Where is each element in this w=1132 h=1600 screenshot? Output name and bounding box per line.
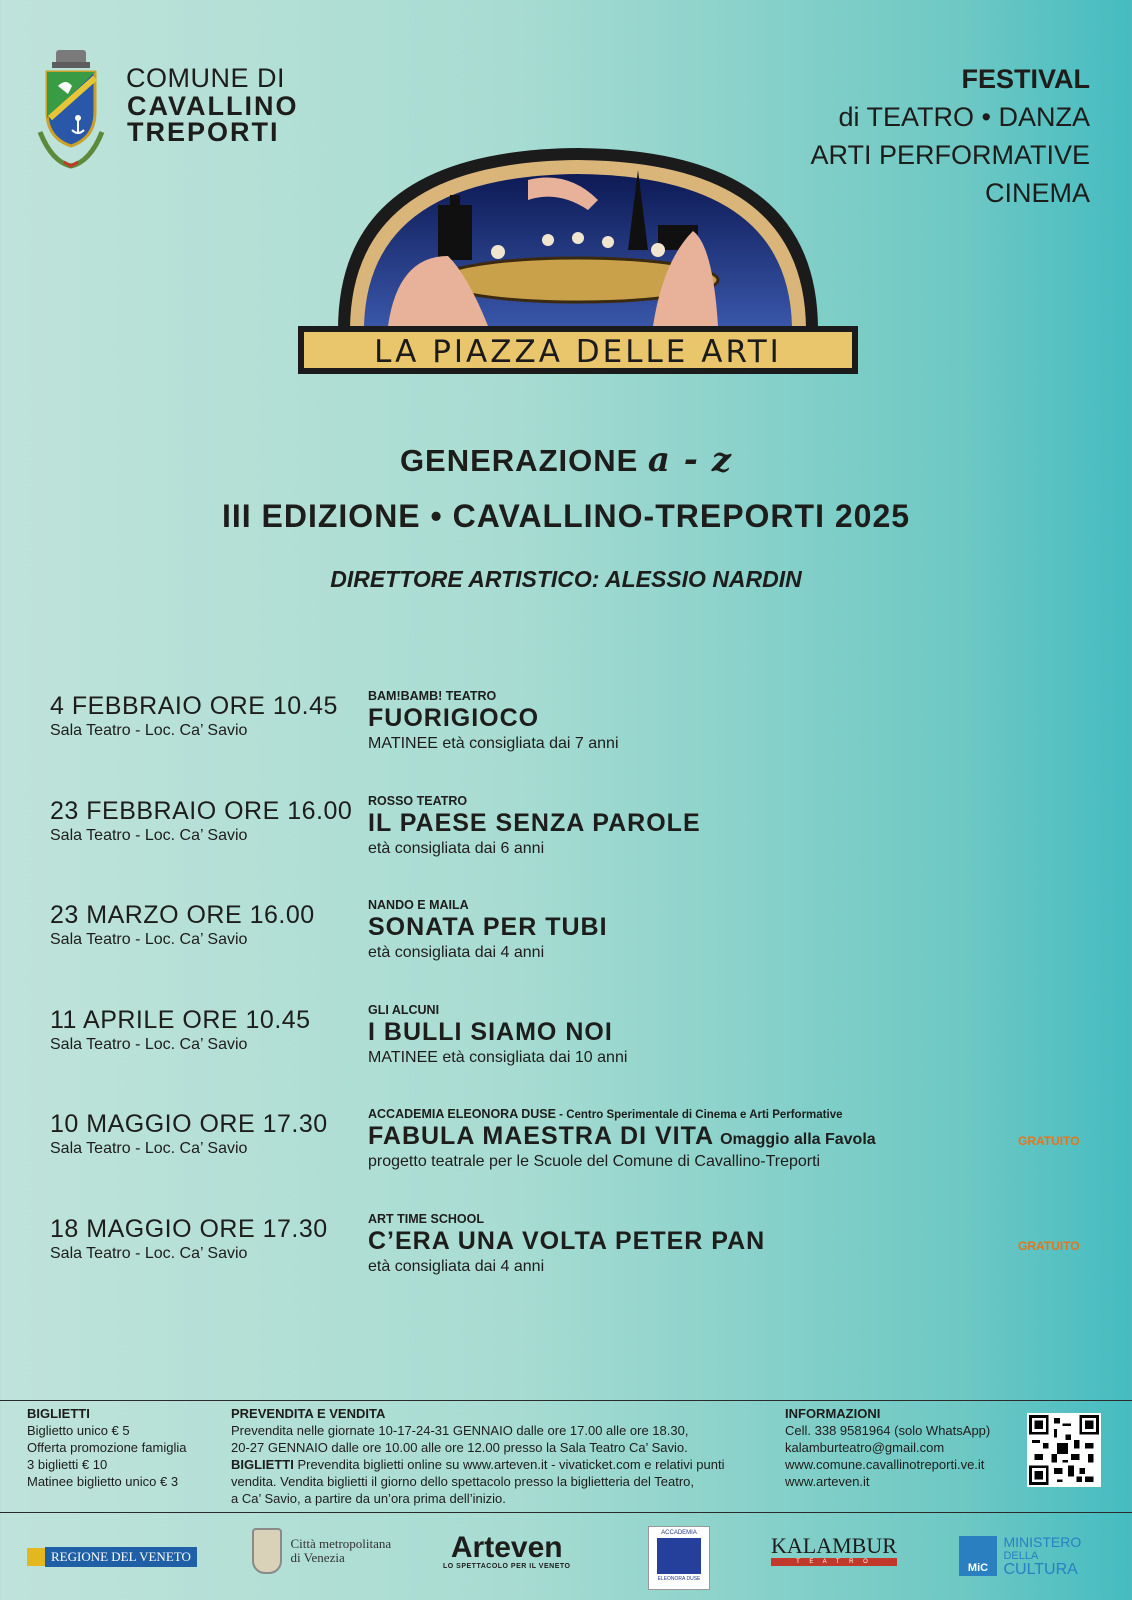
info-email[interactable]: kalamburteatro@gmail.com bbox=[785, 1440, 945, 1455]
ministero-line2: DELLA bbox=[1003, 1550, 1039, 1562]
event-date: 23 MARZO ORE 16.00 bbox=[50, 901, 315, 929]
info-website[interactable]: www.comune.cavallinotreporti.ve.it bbox=[785, 1457, 985, 1472]
festival-line: FESTIVAL bbox=[961, 64, 1090, 94]
event-note: MATINEE età consigliata dai 7 anni bbox=[368, 735, 619, 752]
event-venue: Sala Teatro - Loc. Ca’ Savio bbox=[50, 722, 248, 739]
logo-text: LA PIAZZA DELLE ARTI bbox=[374, 334, 782, 370]
citta-crest-icon bbox=[252, 1528, 282, 1574]
event-date: 18 MAGGIO ORE 17.30 bbox=[50, 1215, 328, 1243]
event-row bbox=[0, 996, 1132, 1086]
info-website-arteven[interactable]: www.arteven.it bbox=[785, 1474, 870, 1489]
event-company bbox=[368, 794, 467, 808]
event-title bbox=[368, 704, 545, 733]
event-row bbox=[0, 787, 1132, 877]
info-phone: Cell. 338 9581964 (solo WhatsApp) bbox=[785, 1423, 991, 1438]
event-venue: Sala Teatro - Loc. Ca’ Savio bbox=[50, 827, 248, 844]
sponsor-arteven bbox=[443, 1533, 570, 1570]
tickets-line: Biglietto unico € 5 bbox=[27, 1423, 130, 1438]
tickets-line: Matinee biglietto unico € 3 bbox=[27, 1474, 179, 1489]
event-row bbox=[0, 1100, 1132, 1190]
comune-name-line3: TREPORTI bbox=[127, 117, 280, 147]
event-title bbox=[368, 1018, 619, 1047]
accademia-emblem-icon bbox=[657, 1538, 701, 1574]
presale-online-line bbox=[231, 1456, 751, 1473]
mic-logo-icon: MiC bbox=[959, 1536, 997, 1576]
event-venue: Sala Teatro - Loc. Ca’ Savio bbox=[50, 1245, 248, 1262]
event-row bbox=[0, 891, 1132, 981]
sponsor-citta-metropolitana bbox=[252, 1528, 391, 1574]
qr-code-icon[interactable] bbox=[1027, 1413, 1101, 1487]
festival-line: ARTI PERFORMATIVE bbox=[810, 140, 1090, 170]
event-note: progetto teatrale per le Scuole del Comune di Cavallino-Treporti bbox=[368, 1153, 821, 1170]
event-company bbox=[368, 1107, 843, 1121]
event-row bbox=[0, 1205, 1132, 1295]
presale-line: 20-27 GENNAIO dalle ore 10.00 alle ore 12.00 presso la Sala Teatro Ca’ Savio. bbox=[231, 1440, 688, 1455]
presale-line: Prevendita nelle giornate 10-17-24-31 GENNAIO dalle ore 17.00 alle ore 18.30, bbox=[231, 1423, 689, 1438]
event-title bbox=[368, 913, 614, 942]
event-row bbox=[0, 682, 1132, 772]
title-extra: Omaggio alla Favola bbox=[720, 1131, 876, 1148]
event-date: 23 FEBBRAIO ORE 16.00 bbox=[50, 797, 353, 825]
presale-title: PREVENDITA E VENDITA bbox=[231, 1406, 386, 1421]
sponsor-accademia-duse bbox=[648, 1526, 710, 1590]
event-company bbox=[368, 1212, 484, 1226]
free-badge: GRATUITO bbox=[1018, 1134, 1080, 1148]
title-text: FUORIGIOCO bbox=[368, 704, 540, 732]
title-text: IL PAESE SENZA PAROLE bbox=[368, 809, 701, 837]
event-note: MATINEE età consigliata dai 10 anni bbox=[368, 1049, 628, 1066]
title-text: I BULLI SIAMO NOI bbox=[368, 1018, 613, 1046]
sponsor-kalambur bbox=[771, 1534, 897, 1566]
tickets-title: BIGLIETTI bbox=[27, 1406, 90, 1421]
company-name: ROSSO TEATRO bbox=[368, 794, 468, 808]
ministero-line3: CULTURA bbox=[1003, 1561, 1078, 1578]
presale-line: vendita. Vendita biglietti il giorno dello spettacolo presso la biglietteria del Teatro, bbox=[231, 1474, 694, 1489]
comune-name-line2: CAVALLINO bbox=[127, 91, 299, 121]
event-date: 4 FEBBRAIO ORE 10.45 bbox=[50, 692, 338, 720]
edition-title: III EDIZIONE • CAVALLINO-TREPORTI 2025 bbox=[221, 498, 911, 534]
event-title bbox=[368, 809, 707, 838]
regione-label: REGIONE DEL VENETO bbox=[45, 1547, 197, 1567]
title-text: C’ERA UNA VOLTA PETER PAN bbox=[368, 1227, 766, 1255]
tickets-line: 3 biglietti € 10 bbox=[27, 1457, 108, 1472]
tickets-line: Offerta promozione famiglia bbox=[27, 1440, 187, 1455]
presale-column bbox=[231, 1405, 751, 1507]
presale-bold-label: BIGLIETTI bbox=[231, 1457, 294, 1472]
event-company bbox=[368, 689, 496, 703]
comune-name-line1: COMUNE DI bbox=[126, 63, 285, 93]
info-column bbox=[785, 1405, 990, 1490]
title-text: FABULA MAESTRA DI VITA bbox=[368, 1122, 715, 1150]
kalambur-logo-text: KALAMBUR bbox=[771, 1533, 897, 1558]
event-note: età consigliata dai 4 anni bbox=[368, 944, 545, 961]
title-text: SONATA PER TUBI bbox=[368, 913, 608, 941]
sponsor-regione-veneto bbox=[27, 1547, 197, 1567]
tickets-column bbox=[27, 1405, 186, 1490]
arteven-logo-text: Arteven bbox=[450, 1531, 563, 1564]
event-date: 10 MAGGIO ORE 17.30 bbox=[50, 1110, 328, 1138]
event-venue: Sala Teatro - Loc. Ca’ Savio bbox=[50, 931, 248, 948]
festival-line: di TEATRO • DANZA bbox=[838, 102, 1090, 132]
ministero-line1: MINISTERO bbox=[1003, 1534, 1082, 1550]
company-name: GLI ALCUNI bbox=[368, 1003, 440, 1017]
footer-top-rule bbox=[0, 1400, 1132, 1401]
event-date: 11 APRILE ORE 10.45 bbox=[50, 1006, 311, 1034]
arteven-tagline: LO SPETTACOLO PER IL VENETO bbox=[443, 1563, 571, 1570]
event-note: età consigliata dai 4 anni bbox=[368, 1258, 545, 1275]
event-title bbox=[368, 1122, 876, 1151]
presale-line: Prevendita biglietti online su www.arteven.it - vivaticket.com e relativi punti bbox=[293, 1457, 725, 1472]
regione-lion-icon bbox=[27, 1548, 45, 1566]
company-name: BAM!BAMB! TEATRO bbox=[368, 689, 497, 703]
accademia-bottom-text: ELEONORA DUSE bbox=[657, 1576, 701, 1582]
event-company bbox=[368, 1003, 439, 1017]
company-name: ACCADEMIA ELEONORA DUSE bbox=[368, 1107, 556, 1121]
company-name: NANDO E MAILA bbox=[368, 898, 469, 912]
footer-bottom-rule bbox=[0, 1512, 1132, 1513]
event-venue: Sala Teatro - Loc. Ca’ Savio bbox=[50, 1140, 248, 1157]
event-venue: Sala Teatro - Loc. Ca’ Savio bbox=[50, 1036, 248, 1053]
citta-line2: di Venezia bbox=[290, 1550, 345, 1565]
festival-line: CINEMA bbox=[984, 178, 1090, 208]
sponsor-ministero-cultura bbox=[959, 1535, 1081, 1577]
company-name: ART TIME SCHOOL bbox=[368, 1212, 484, 1226]
generation-az: a - z bbox=[647, 440, 733, 480]
event-note: età consigliata dai 6 anni bbox=[368, 840, 545, 857]
artistic-director: DIRETTORE ARTISTICO: ALESSIO NARDIN bbox=[330, 566, 802, 592]
generation-prefix: GENERAZIONE bbox=[399, 443, 639, 478]
company-subtitle: - Centro Sperimentale di Cinema e Arti Performative bbox=[555, 1109, 843, 1121]
event-company bbox=[368, 898, 469, 912]
piazza-delle-arti-logo bbox=[298, 140, 858, 385]
accademia-top-text: ACCADEMIA bbox=[661, 1530, 697, 1536]
info-title: INFORMAZIONI bbox=[785, 1406, 881, 1421]
comune-crest-icon bbox=[30, 48, 112, 170]
event-title bbox=[368, 1227, 771, 1256]
kalambur-tagline: T E A T R O bbox=[771, 1558, 897, 1566]
free-badge: GRATUITO bbox=[1018, 1239, 1080, 1253]
presale-line: a Ca’ Savio, a partire da un’ora prima dell’inizio. bbox=[231, 1491, 506, 1506]
citta-line1: Città metropolitana bbox=[290, 1536, 392, 1551]
generation-title bbox=[0, 440, 1132, 480]
